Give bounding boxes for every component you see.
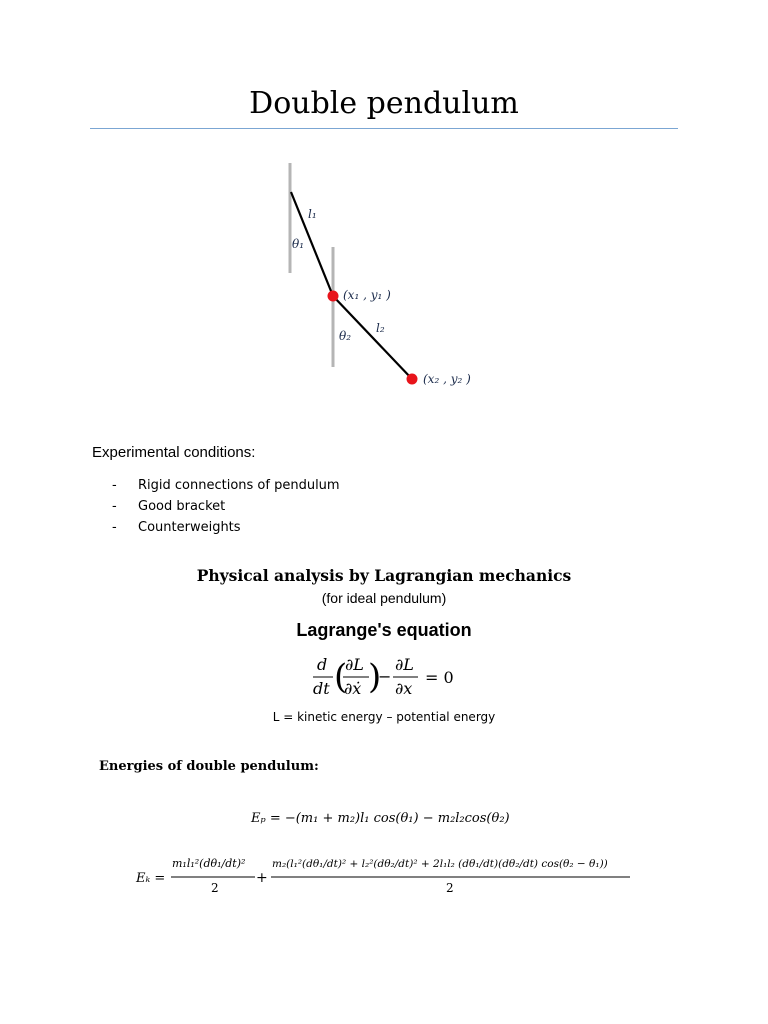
list-item: - Counterweights [112,520,241,535]
ep-text: Eₚ = −(m₁ + m₂)l₁ cos(θ₁) − m₂l₂cos(θ₂) [251,811,510,826]
eq-d: d [317,655,328,674]
analysis-subtitle: (for ideal pendulum) [321,590,447,606]
label-theta2: θ₂ [339,329,352,343]
eq-equals-zero: = 0 [425,668,454,687]
equation-heading: Lagrange's equation [296,620,472,640]
eq-partial-L-1: ∂L [345,655,364,674]
kinetic-energy-equation [134,840,634,900]
title-underline [90,128,678,129]
conditions-list [110,475,340,538]
label-l2: l₂ [376,321,385,335]
energies-heading: Energies of double pendulum: [99,759,319,774]
ek-lhs: Eₖ = [136,871,166,886]
eq-partial-L-2: ∂L [395,655,414,674]
eq-close-paren: ) [368,657,382,697]
eq-partial-x: ∂x [395,679,413,698]
ek-term2-denominator: 2 [446,881,454,895]
eq-partial-xdot: ∂ẋ [344,679,362,698]
list-item: - Good bracket [112,499,226,514]
label-theta1: θ₁ [292,237,305,251]
eq-minus: − [378,667,392,686]
ek-plus: + [256,870,268,886]
page-title: Double pendulum [249,86,519,121]
list-item: - Rigid connections of pendulum [112,478,340,493]
label-point2: (x₂ , y₂ ) [423,372,471,386]
bob-1 [328,291,339,302]
bob-2 [407,374,418,385]
ek-term1-numerator: m₁l₁²(dθ₁/dt)² [172,857,246,870]
eq-open-paren: ( [334,657,348,697]
ek-term1-denominator: 2 [211,881,219,895]
label-point1: (x₁ , y₁ ) [343,288,391,302]
eq-dt: dt [313,679,330,698]
lagrange-equation [300,650,500,702]
ek-term2-numerator: m₂(l₁²(dθ₁/dt)² + l₂²(dθ₂/dt)² + 2l₁l₂ (dθ₁/dt)(dθ₂/dt) cos(θ₂ − θ₁)) [272,858,608,870]
lagrangian-definition: L = kinetic energy – potential energy [272,710,496,724]
label-l1: l₁ [308,207,317,221]
conditions-heading: Experimental conditions: [92,444,256,461]
analysis-title: Physical analysis by Lagrangian mechanics [196,566,572,585]
double-pendulum-diagram [270,155,510,395]
potential-energy-equation [245,805,545,829]
